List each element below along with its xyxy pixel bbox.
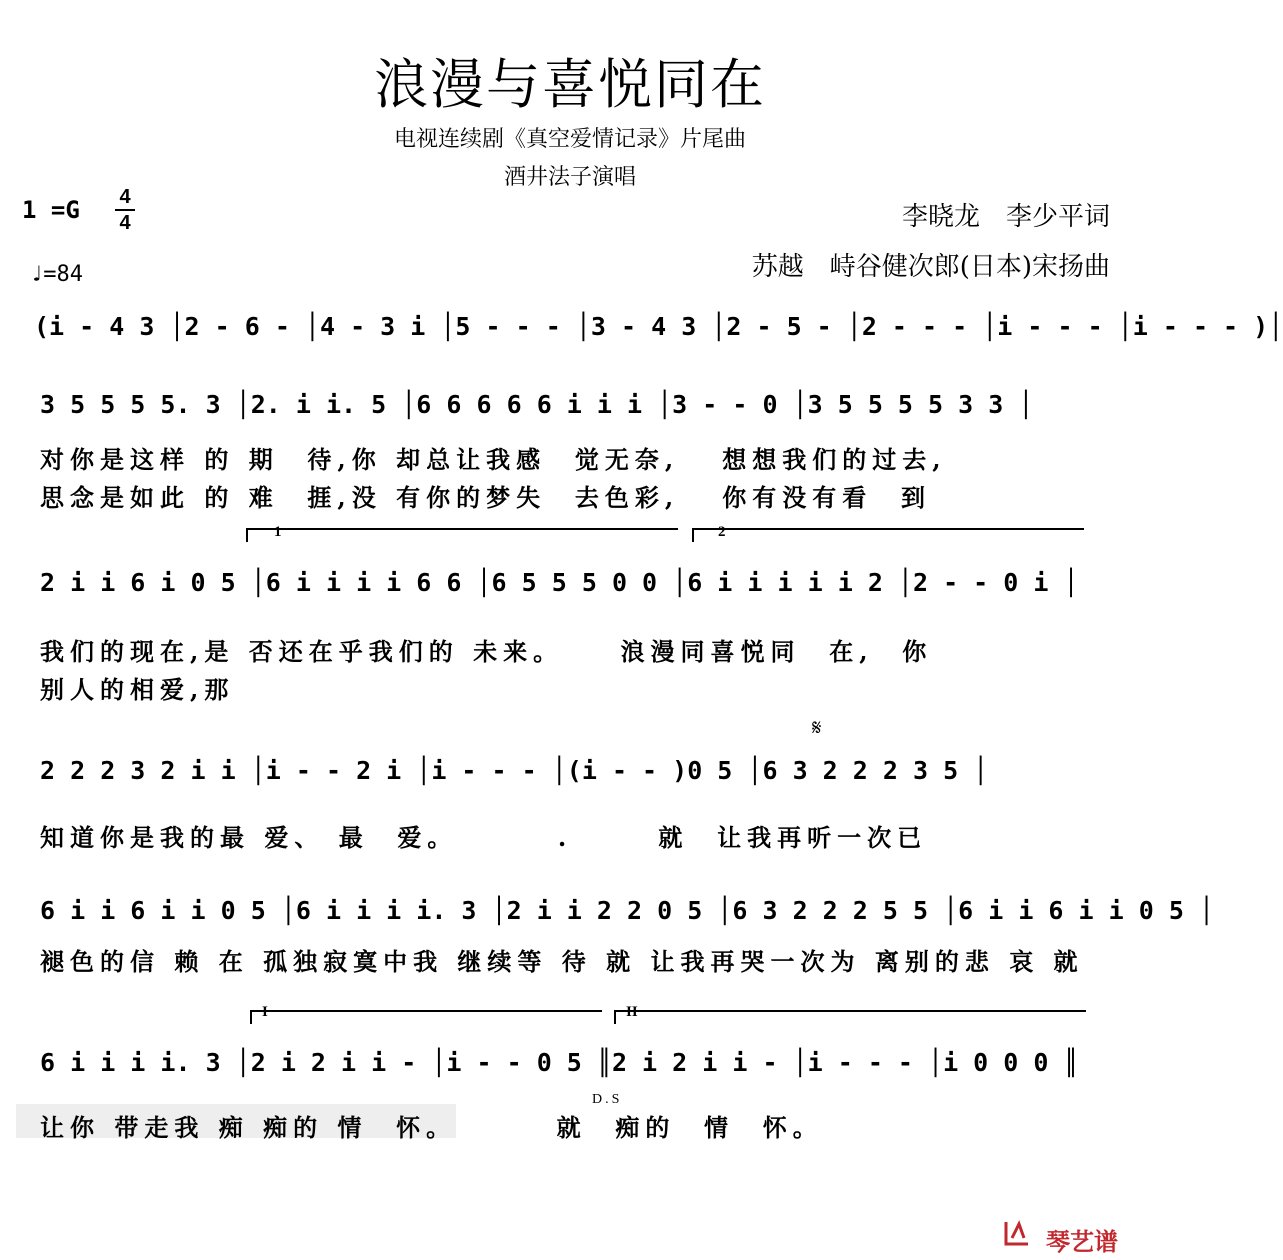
lyric-row-6: 让你 带走我 痴 痴的 情 怀。 就 痴的 情 怀。 bbox=[40, 1113, 823, 1142]
lyric-row-3-verse-1: 我们的现在,是 否还在乎我们的 未来。 浪漫同喜悦同 在, 你 bbox=[40, 637, 933, 666]
volta-label-II: II bbox=[626, 1004, 638, 1020]
singer-credit: 酒井法子演唱 bbox=[503, 165, 636, 190]
volta-bracket-I bbox=[250, 1010, 602, 1024]
lyric-row-4: 知道你是我的最 爱、 最 爱。 . 就 让我再听一次已 bbox=[40, 823, 928, 852]
volta-bracket-1 bbox=[246, 528, 678, 542]
notation-row-5: 6 i i 6 i i 0 5 │6 i i i i. 3 │2 i i 2 2 0 5 │6 3 2 2 2 5 5 │6 i i 6 i i 0 5 │ bbox=[40, 896, 1214, 925]
time-divider bbox=[115, 209, 135, 211]
tempo-mark: ♩=84 bbox=[30, 262, 83, 287]
notation-row-6: 6 i i i i. 3 │2 i 2 i i - │i - - 0 5 ║2 i 2 i i - │i - - - │i 0 0 0 ║ bbox=[40, 1048, 1079, 1077]
notation-row-1: (i - 4 3 │2 - 6 - │4 - 3 i │5 - - - │3 - 4 3 │2 - 5 - │2 - - - │i - - - │i - - - )│ bbox=[34, 312, 1283, 341]
logo-icon bbox=[1002, 1218, 1032, 1248]
notation-row-4: 2 2 2 3 2 i i │i - - 2 i │i - - - │(i - - )0 5 │6 3 2 2 2 3 5 │ bbox=[40, 756, 989, 785]
time-bottom: 4 bbox=[119, 212, 131, 234]
watermark-logo-text: 琴艺谱 bbox=[1046, 1228, 1118, 1256]
lyricist-credit: 李晓龙 李少平词 bbox=[901, 202, 1110, 232]
song-subtitle: 电视连续剧《真空爱情记录》片尾曲 bbox=[393, 127, 746, 152]
song-title: 浪漫与喜悦同在 bbox=[374, 53, 766, 116]
volta-label-1: 1 bbox=[274, 524, 282, 540]
key-signature: 1 =G bbox=[22, 196, 80, 224]
volta-label-2: 2 bbox=[718, 524, 726, 540]
lyric-row-2-verse-2: 思念是如此 的 难 捱,没 有你的梦失 去色彩, 你有没有看 到 bbox=[40, 483, 931, 512]
lyric-row-2-verse-1: 对你是这样 的 期 待,你 却总让我感 觉无奈, 想想我们的过去, bbox=[40, 445, 947, 474]
lyric-row-3-verse-2: 别人的相爱,那 bbox=[40, 675, 235, 704]
lyric-row-5: 褪色的信 赖 在 孤独寂寞中我 继续等 待 就 让我再哭一次为 离别的悲 哀 就 bbox=[40, 947, 1084, 976]
volta-bracket-2 bbox=[692, 528, 1084, 542]
notation-row-2: 3 5 5 5 5. 3 │2. i i. 5 │6 6 6 6 6 i i i │3 - - 0 │3 5 5 5 5 3 3 │ bbox=[40, 390, 1034, 419]
time-signature bbox=[115, 186, 135, 234]
time-top: 4 bbox=[119, 186, 131, 208]
volta-label-I: I bbox=[262, 1004, 268, 1020]
volta-bracket-II bbox=[614, 1010, 1086, 1024]
composer-credit: 苏越 峙谷健次郎(日本)宋扬曲 bbox=[751, 252, 1110, 282]
notation-row-3: 2 i i 6 i 0 5 │6 i i i i 6 6 │6 5 5 5 0 0 │6 i i i i i 2 │2 - - 0 i │ bbox=[40, 568, 1079, 597]
ds-mark: D.S bbox=[592, 1092, 623, 1107]
segno-sign: 𝄋 bbox=[812, 716, 822, 741]
